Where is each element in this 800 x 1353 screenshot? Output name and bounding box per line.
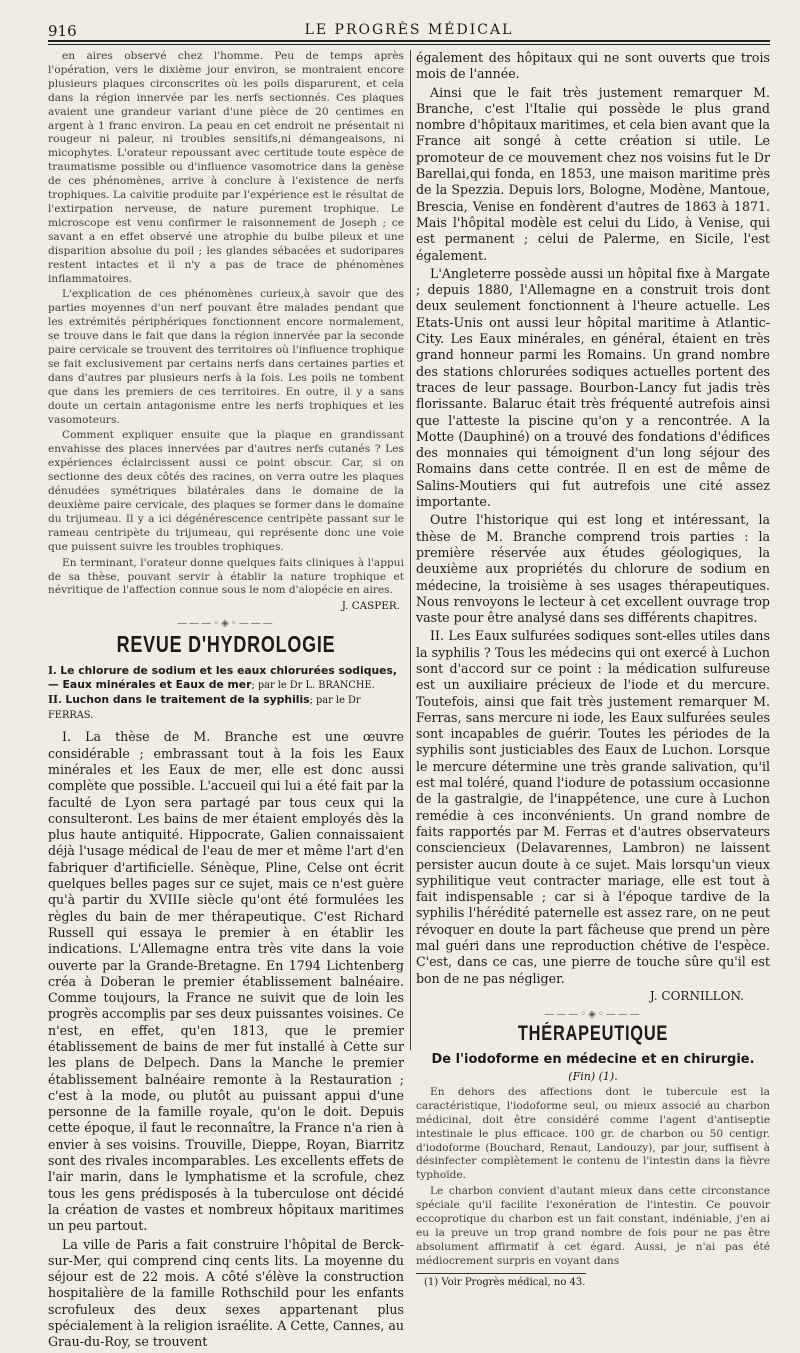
paragraph: L'explication de ces phénomènes curieux,à savoir que des parties moyennes d'un nerf pouvant être malades pendant que les extrémités périphériques fonctionnent encore normalement, se trouve dans le fait que dans la région innervée par la seconde paire cervicale se trouvent des territoires où l'influence trophique se fait exclusivement par certains nerfs dans certaines parties et dans d'autres par plusieurs nerfs à la fois. Les poils ne tombent que dans les premiers de ces territoires. En outre, il y a sans doute un certain antagonisme entre les nerfs trophiques et les vasomoteurs.	[48, 288, 404, 426]
footnote: (1) Voir Progrès médical, no 43.	[424, 1276, 586, 1288]
signature-casper: J. CASPER.	[341, 600, 400, 613]
hydrologie-article-cont	[416, 50, 770, 987]
page-number: 916	[48, 22, 77, 40]
toc-num: I.	[48, 664, 57, 678]
ornament-divider: ———◦◈◦———	[544, 1008, 642, 1020]
article-title: De l'iodoforme en médecine et en chirurgie.	[431, 1051, 755, 1067]
left-column	[48, 50, 404, 1353]
toc-author: ; par le Dr L. BRANCHE.	[251, 680, 375, 692]
toc-item	[48, 664, 404, 723]
toc-title: Le chlorure de sodium et les eaux chlorurées sodiques, — Eaux minérales et Eaux de mer	[48, 664, 397, 692]
paragraph: La ville de Paris a fait construire l'hôpital de Berck-sur-Mer, qui comprend cinq cents lits. La moyenne du séjour est de 22 mois. A côté s'élève la construction hospitalière de la famille Rothschild pour les enfants scrofuleux des deux sexes appartenant plus spécialement à la religion israélite. A Cette, Cannes, au Grau-du-Roy, se trouvent	[48, 1236, 404, 1350]
paragraph: I. La thèse de M. Branche est une œuvre considérable ; embrassant tout à la fois les Eaux minérales et les Eaux de mer, elle est donc aussi complète que possible. L'accueil qui lui a été fait par la faculté de Lyon sera partagé par tous ceux qui la consulteront. Les bains de mer étaient employés dès la plus haute antiquité. Hippocrate, Galien connaissaient déjà l'usage médical de l'eau de mer et même l'art d'en fabriquer d'artificielle. Sénèque, Pline, Celse ont écrit quelques belles pages sur ce sujet, mais ce n'est guère qu'à partir du XVIIIe siècle qu'ont été formulées les règles du bain de mer thérapeutique. C'est Richard Russell qui essaya le premier à en établir les indications. L'Allemagne entra très vite dans la voie ouverte par la Grande-Bretagne. En 1794 Lichtenberg créa à Doberan le premier établissement balnéaire. Comme toujours, la France ne suivit que de loin les progrès accomplis par ses deux puissantes voisines. Ce n'est, en effet, qu'en 1813, que le premier établissement de bains de mer fut installé à Cette sur les plans de Delpech. Dans la Manche le premier établissement balnéaire remonte à la Restauration ; c'est à la mode, ou plutôt au puissant appui d'une personne de la famille royale, qu'on le doit. Depuis cette époque, il faut le reconnaître, la France n'a rien à envier à ses voisins. Trouville, Dieppe, Royan, Biarritz sont des rivales incomparables. Les excellents effets de l'air marin, dans le lymphatisme et la scrofule, chez tous les gens prédisposés à la tuberculose ont décidé la création de vastes et nombreux hôpitaux maritimes un peu partout.	[48, 729, 404, 1234]
paragraph: L'Angleterre possède aussi un hôpital fixe à Margate ; depuis 1880, l'Allemagne en a construit trois dont deux seulement fonctionnent à l'heure actuelle. Les Etats-Unis ont aussi leur hôpital maritime à Atlantic-City. Les Eaux minérales, en général, étaient en très grand honneur parmi les Romains. Un grand nombre des stations chlorurées sodiques actuelles portent des traces de leur passage. Bourbon-Lancy fut jadis très florissante. Balaruc était très fréquenté autrefois ainsi que l'atteste la piscine qu'on y a rencontrée. A la Motte (Dauphiné) on a trouvé des fondations d'édifices des monnaies qui témoignent d'un long séjour des Romains dans cette contrée. Il en est de même de Salins-Moutiers qui fut autrefois une cité assez importante.	[416, 265, 770, 510]
hydrologie-article	[48, 729, 404, 1350]
paragraph: Outre l'historique qui est long et intéressant, la thèse de M. Branche comprend trois parties : la première réservée aux études géologiques, la deuxième aux propriétés du chlorure de sodium en médecine, la troisième à ses usages thérapeutiques. Nous renvoyons le lecteur à cet excellent ouvrage trop vaste pour être analysé dans ses différents chapitres.	[416, 512, 770, 626]
paragraph: En dehors des affections dont le tubercule est la caractéristique, l'iodoforme seul, ou mieux associé au charbon médicinal, doit être considéré comme l'agent d'antiseptie intestinale le plus efficace. 100 gr. de charbon ou 50 centigr. d'iodoforme (Bouchard, Renaut, Landouzy), par jour, suffisent à désinfecter complètement le contenu de l'intestin dans la fièvre typhoïde.	[416, 1085, 770, 1182]
right-column	[416, 50, 770, 1288]
section-title-therapeutique: THÉRAPEUTIQUE	[517, 1021, 669, 1045]
journal-title: LE PROGRÈS MÉDICAL	[304, 22, 514, 38]
paragraph: en aires observé chez l'homme. Peu de temps après l'opération, vers le dixième jour environ, se montraient encore plusieurs plaques circonscrites où les poils disparurent, et cela dans la région innervée par les nerfs sectionnés. Ces plaques avaient une grandeur variant d'une pièce de 20 centimes en argent à 1 franc environ. La peau en cet endroit ne présentait ni rougeur ni paleur, ni troubles sensitifs,ni démangeaisons, ni micophytes. L'orateur repoussant avec certitude toute espèce de traumatisme possible ou d'influence vasomotrice dans la genèse de ces phénomènes, arrive à conclure à l'existence de nerfs trophiques. La calvitie produite par l'expérience est le résultat de l'extirpation nerveuse, de nature purement trophique. Le microscope est venu confirmer le raisonnement de Joseph ; ce savant a en effet observé une atrophie du bulbe pileux et une disparition absolue du poil ; les glandes sébacées et sudoripares restent intactes et il n'y a pas de trace de phénomènes inflammatoires.	[48, 50, 404, 285]
toc-title: Luchon dans le traitement de la syphilis	[65, 693, 310, 707]
paragraph: également des hôpitaux qui ne sont ouverts que trois mois de l'année.	[416, 50, 770, 82]
toc-author: ; par le Dr FERRAS.	[48, 695, 361, 722]
header-rule	[48, 40, 770, 45]
therapeutique-article	[416, 1086, 770, 1269]
toc-num: II.	[48, 693, 62, 707]
footnote-rule	[416, 1273, 586, 1274]
paragraph: En terminant, l'orateur donne quelques faits cliniques à l'appui de sa thèse, pouvant servir à établir la nature trophique et névritique de l'affection connue sous le nom d'alopécie en aires.	[48, 556, 404, 597]
paragraph: II. Les Eaux sulfurées sodiques sont-elles utiles dans la syphilis ? Tous les médecins qui ont exercé à Luchon sont d'accord sur ce point : la médication sulfureuse est un auxiliaire précieux de l'iode et du mercure. Toutefois, ainsi que fait très justement remarquer M. Ferras, sans mercure ni iode, les Eaux sulfurées seules sont incapables de guérir. Toutes les périodes de la syphilis sont justiciables des Eaux de Luchon. Lorsque le mercure détermine une très grande salivation, qu'il est mal toléré, quand l'iodure de potassium occasionne de la gastralgie, de l'inappétence, une cure à Luchon remédie à ces inconvénients. Un grand nombre de faits rapportés par M. Ferras et d'autres observateurs consciencieux (Delavarennes, Lambron) ne laissent persister aucun doute à ce sujet. Mais lorsqu'un vieux syphilitique veut contracter mariage, elle est tout à fait indispensable ; car si à l'époque tardive de la syphilis l'hérédité paternelle est assez rare, on ne peut révoquer en doute la part fâcheuse que prend un père mal guéri dans une reproduction chétive de l'espèce. C'est, dans ce cas, une pierre de touche sûre qu'il est bon de ne pas négliger.	[416, 628, 770, 986]
paragraph: Ainsi que le fait très justement remarquer M. Branche, c'est l'Italie qui possède le plus grand nombre d'hôpitaux maritimes, et cela bien avant que la France ait songé à cette création si utile. Le promoteur de ce mouvement chez nos voisins fut le Dr Barellai,qui fonda, en 1853, une maison maritime près de la Spezzia. Depuis lors, Bologne, Modène, Mantoue, Brescia, Venise en fondèrent d'autres de 1863 à 1871. Mais l'hôpital modèle est celui du Lido, à Venise, qui est permanent ; celui de Palerme, en Sicile, l'est également.	[416, 84, 770, 263]
casper-article	[48, 50, 404, 598]
paragraph: Comment expliquer ensuite que la plaque en grandissant envahisse des places innervées par d'autres nerfs cutanés ? Les expériences éclaircissent aussi ce point obscur. Car, si on sectionne des deux côtés des racines, on verra outre les plaques dénudées symétriques bilatérales dans le domaine de la deuxième paire cervicale, des plaques se former dans le domaine du trijumeau. Il y a ici dégénérescence centripète passant sur le rameau centripète du trijumeau, qui représente donc une voie que puissent suivre les troubles trophiques.	[48, 429, 404, 553]
paragraph: Le charbon convient d'autant mieux dans cette circonstance spéciale qu'il facilite l'exonération de l'intestin. Ce pouvoir eccoprotique du charbon est un fait constant, indéniable, j'en ai eu la preuve un trop grand nombre de fois pour ne pas être absolument affirmatif à cet égard. Aussi, je n'ai pas été médiocrement surpris en voyant dans	[416, 1185, 770, 1267]
article-continuation-note: (Fin) (1).	[568, 1069, 618, 1083]
section-title-hydrologie: REVUE D'HYDROLOGIE	[116, 631, 336, 658]
ornament-divider: ———◦◈◦———	[177, 618, 275, 630]
signature-cornillon: J. CORNILLON.	[649, 988, 744, 1003]
running-header	[48, 20, 770, 42]
column-divider	[410, 50, 411, 1050]
